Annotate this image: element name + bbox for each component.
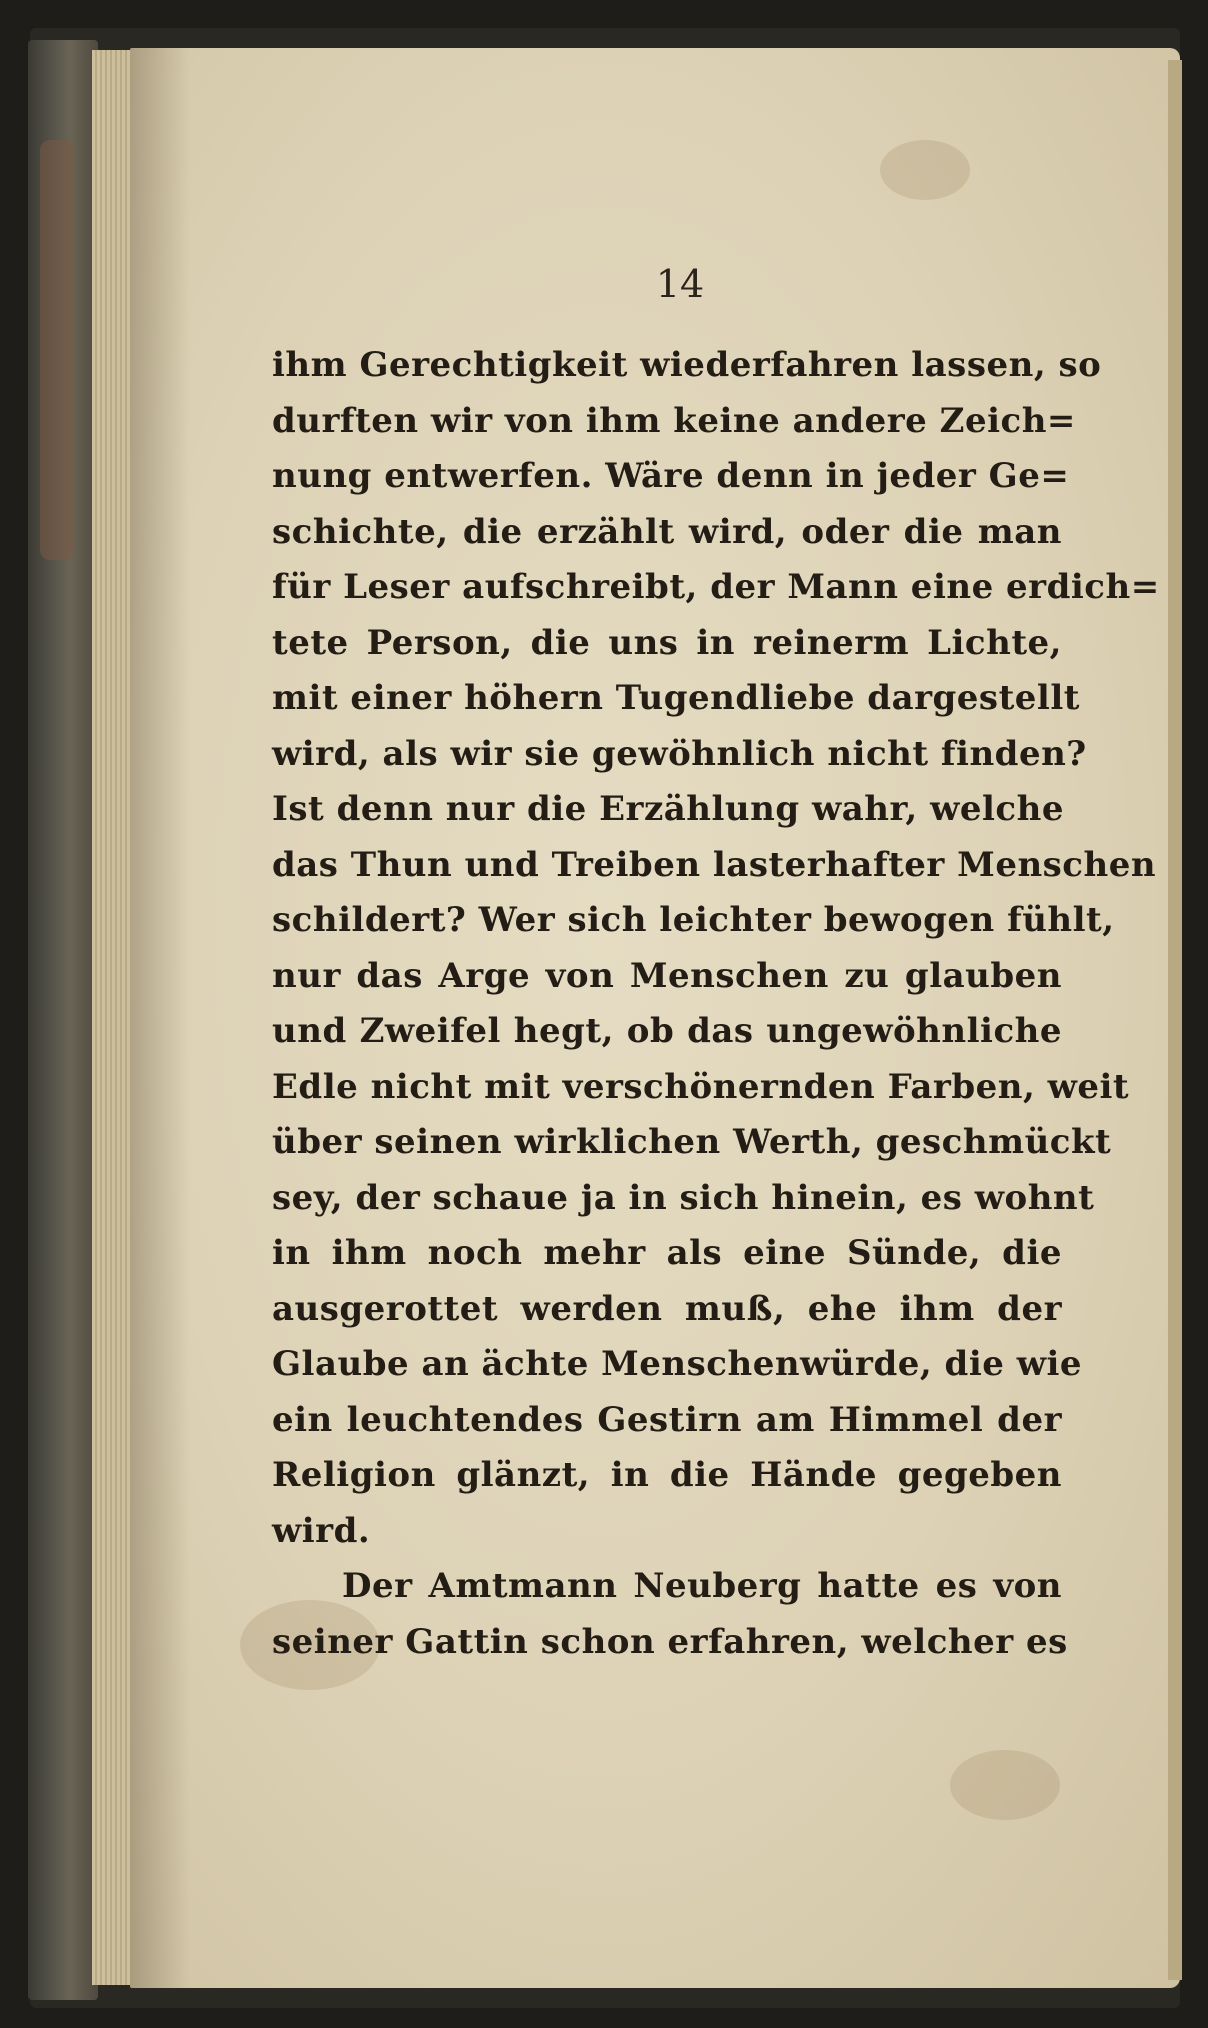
text-line: ein leuchtendes Gestirn am Himmel der [272,1399,1062,1440]
text-line: mit einer höhern Tugendliebe dargestellt [272,678,1080,718]
text-line: ausgerottet werden muß, ehe ihm der [272,1288,1062,1329]
text-line: über seinen wirklichen Werth, geschmückt [272,1122,1112,1162]
text-line: in ihm noch mehr als eine Sünde, die [272,1233,1062,1273]
text-line: Religion glänzt, in die Hände gegeben [272,1455,1062,1495]
text-line: schichte, die erzählt wird, oder die man [272,511,1062,552]
paper-stain [950,1750,1060,1820]
paper-stain [880,140,970,200]
text-line: wird. [272,1510,371,1551]
text-line: tete Person, die uns in reinerm Lichte, [272,622,1062,663]
text-line: wird, als wir sie gewöhnlich nicht finden? [272,733,1087,774]
text-line: Ist denn nur die Erzählung wahr, welche [272,789,1064,829]
text-line: für Leser aufschreibt, der Mann eine erdich= [272,567,1160,607]
page-number: 14 [655,262,705,306]
gutter-shadow [130,48,190,1988]
text-line: Glaube an ächte Menschenwürde, die wie [272,1344,1083,1384]
text-line: seiner Gattin schon erfahren, welcher es [272,1621,1068,1662]
text-line: ihm Gerechtigkeit wiederfahren lassen, so [272,345,1102,385]
text-line: und Zweifel hegt, ob das ungewöhnliche [272,1011,1062,1051]
page-right-edge [1168,60,1182,1980]
text-line: schildert? Wer sich leichter bewogen fühlt, [272,900,1115,940]
binding-wear-mark [40,140,74,560]
text-line: sey, der schaue ja in sich hinein, es wohnt [272,1177,1095,1218]
body-text [272,338,1160,1670]
text-line: Edle nicht mit verschönernden Farben, weit [272,1066,1130,1107]
text-line: nung entwerfen. Wäre denn in jeder Ge= [272,456,1070,496]
text-line: das Thun und Treiben lasterhafter Menschen [272,844,1157,885]
text-line: durften wir von ihm keine andere Zeich= [272,400,1076,441]
text-line: Der Amtmann Neuberg hatte es von [342,1566,1062,1606]
text-line: nur das Arge von Menschen zu glauben [272,955,1062,996]
